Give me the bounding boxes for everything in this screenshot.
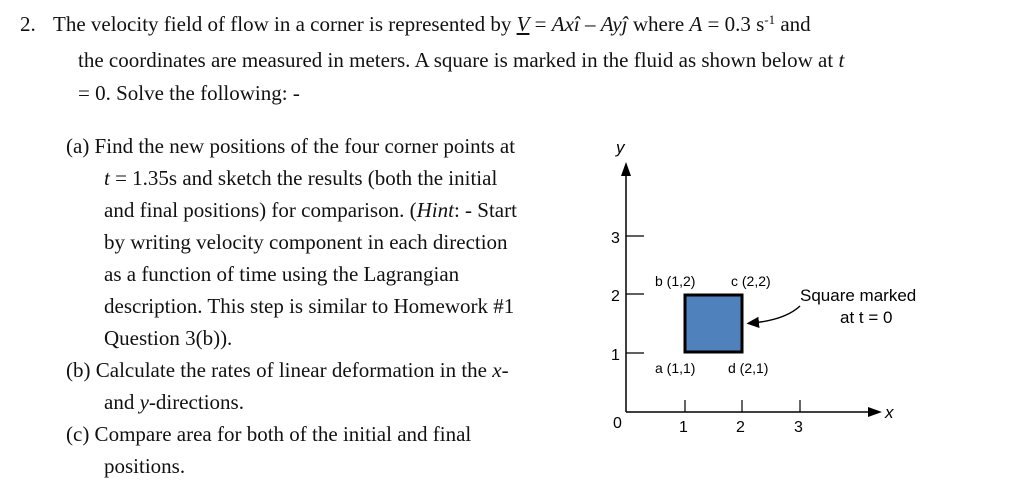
part-c-line-2: positions. [104,454,186,478]
part-a-line-2: t = 1.35s and sketch the results (both the initial [104,166,498,190]
part-a-line-4: by writing velocity component in each direction [104,230,508,254]
corner-label-c: c (2,2) [731,273,771,289]
corner-label-b: b (1,2) [655,273,696,289]
part-b-line-1: (b) Calculate the rates of linear deformation in the x- [66,358,509,382]
part-a-line-6: description. This step is similar to Homework #1 [104,294,515,318]
y-tick-label-2: 2 [611,288,620,305]
y-tick-label-3: 3 [611,230,620,247]
question-line-1: The velocity field of flow in a corner is represented by V = Axî – Ayĵ where A = 0.3 $s^{-1}$ and [53,12,811,36]
part-a-line-5: as a function of time using the Lagrangian [104,262,460,286]
annotation-line-2: at t = 0 [840,308,893,327]
annotation-line-1: Square marked [800,286,917,305]
part-b-line-2: and y-directions. [104,390,244,414]
x-tick-label-3: 3 [794,419,803,436]
x-tick-label-2: 2 [736,419,745,436]
corner-label-a: a (1,1) [655,360,696,376]
y-axis-arrowhead [621,162,631,176]
x-axis-label: x [885,403,894,422]
question-line-2: the coordinates are measured in meters. A square is marked in the fluid as shown below at t [78,48,845,72]
question-line-3: = 0. Solve the following: - [78,81,300,105]
x-axis-arrowhead [868,407,882,417]
y-tick-label-1: 1 [611,347,620,364]
part-c-line-1: (c) Compare area for both of the initial and final [66,422,472,446]
annotation-arrow [752,306,800,323]
x-tick-label-1: 1 [679,419,688,436]
origin-label: 0 [613,415,622,432]
marked-square [685,295,742,352]
corner-label-d: d (2,1) [728,360,769,376]
question-number: 2. [20,12,36,36]
y-axis-label: y [616,138,625,157]
part-a-line-1: (a) Find the new positions of the four corner points at [66,134,516,158]
part-a-line-3: and final positions) for comparison. (Hint: - Start [104,198,517,222]
part-a-line-7: Question 3(b)). [104,326,233,350]
